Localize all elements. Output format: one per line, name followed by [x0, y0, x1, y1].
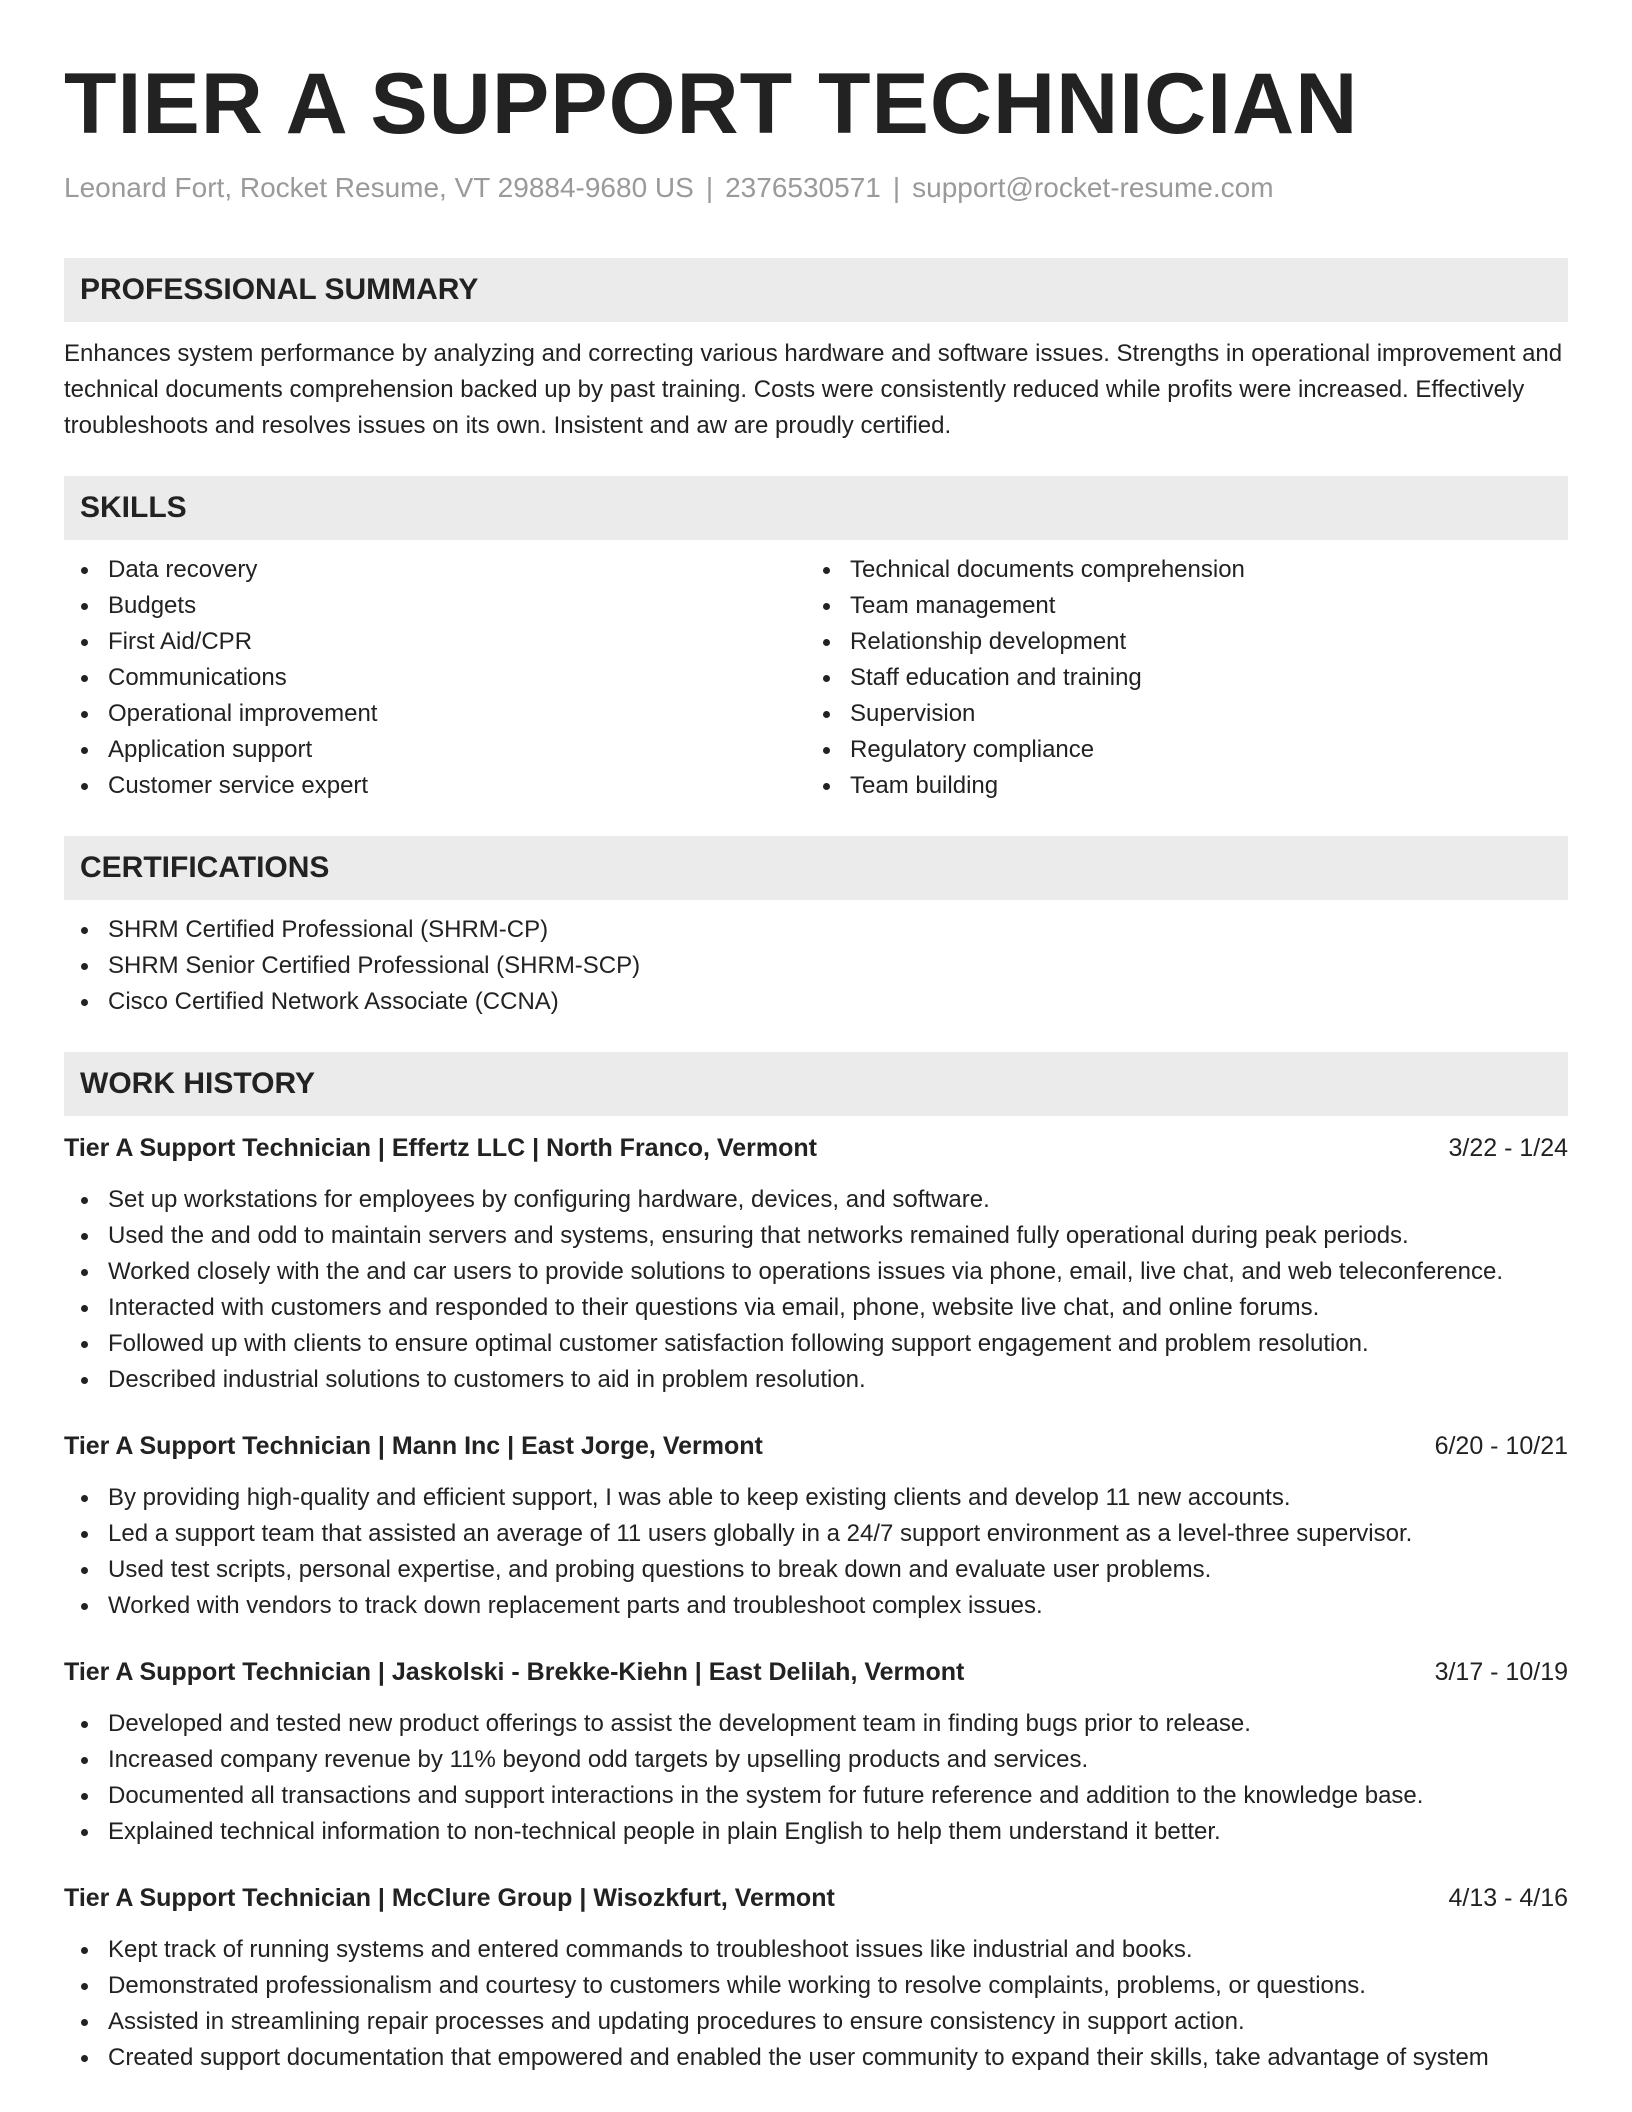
skill-item: Staff education and training: [806, 660, 1548, 696]
resume-title: TIER A SUPPORT TECHNICIAN: [64, 56, 1359, 152]
skill-item: Team management: [806, 588, 1548, 624]
skill-item: Communications: [64, 660, 806, 696]
job-bullet: Kept track of running systems and entered commands to troubleshoot issues like industrial and books.: [64, 1932, 1568, 1968]
job-bullets: [64, 1706, 1568, 1850]
job-bullet: Led a support team that assisted an average of 11 users globally in a 24/7 support environment as a level-three supervisor.: [64, 1516, 1568, 1552]
job-bullet: Increased company revenue by 11% beyond odd targets by upselling products and services.: [64, 1742, 1568, 1778]
skill-item: Customer service expert: [64, 768, 806, 804]
job-dates: 3/17 - 10/19: [1434, 1658, 1568, 1686]
job-title: Tier A Support Technician | McClure Group | Wisozkfurt, Vermont: [64, 1884, 835, 1912]
job-bullet: Worked with vendors to track down replacement parts and troubleshoot complex issues.: [64, 1588, 1568, 1624]
job-title: Tier A Support Technician | Jaskolski - Brekke-Kiehn | East Delilah, Vermont: [64, 1658, 965, 1686]
skill-item: Data recovery: [64, 552, 806, 588]
certification-item: SHRM Senior Certified Professional (SHRM-SCP): [64, 948, 1568, 984]
job-bullet: Set up workstations for employees by configuring hardware, devices, and software.: [64, 1182, 1568, 1218]
job-bullets: [64, 1182, 1568, 1398]
contact-separator: |: [705, 172, 714, 203]
skills-grid: [64, 552, 1568, 804]
job-dates: 3/22 - 1/24: [1448, 1134, 1568, 1162]
skill-item: Team building: [806, 768, 1548, 804]
skills-list-left: [64, 552, 806, 804]
job-bullets: [64, 1932, 1568, 2076]
resume-content: [64, 52, 1568, 2076]
contact-address: Leonard Fort, Rocket Resume, VT 29884-9680 US: [64, 172, 694, 203]
job-bullet: Described industrial solutions to customers to aid in problem resolution.: [64, 1362, 1568, 1398]
job-dates: 4/13 - 4/16: [1448, 1884, 1568, 1912]
job-bullet: Demonstrated professionalism and courtesy to customers while working to resolve complaints, problems, or questions.: [64, 1968, 1568, 2004]
certifications-heading: CERTIFICATIONS: [64, 836, 1568, 900]
job-title: Tier A Support Technician | Effertz LLC | North Franco, Vermont: [64, 1134, 817, 1162]
skills-column-right: [806, 552, 1548, 804]
job-bullet: Used test scripts, personal expertise, and probing questions to break down and evaluate user problems.: [64, 1552, 1568, 1588]
job-title: Tier A Support Technician | Mann Inc | East Jorge, Vermont: [64, 1432, 763, 1460]
certification-item: SHRM Certified Professional (SHRM-CP): [64, 912, 1568, 948]
job-entry: [64, 1654, 1568, 1850]
work-history-heading: WORK HISTORY: [64, 1052, 1568, 1116]
job-header: [64, 1880, 1568, 1916]
job-bullet: Used the and odd to maintain servers and systems, ensuring that networks remained fully operational during peak periods.: [64, 1218, 1568, 1254]
job-header: [64, 1428, 1568, 1464]
job-bullet: Developed and tested new product offerings to assist the development team in finding bugs prior to release.: [64, 1706, 1568, 1742]
job-bullet: Worked closely with the and car users to provide solutions to operations issues via phone, email, live chat, and web teleconference.: [64, 1254, 1568, 1290]
job-bullet: Interacted with customers and responded to their questions via email, phone, website live chat, and online forums.: [64, 1290, 1568, 1326]
contact-email[interactable]: support@rocket-resume.com: [912, 172, 1274, 203]
skill-item: Application support: [64, 732, 806, 768]
skill-item: Relationship development: [806, 624, 1548, 660]
skill-item: First Aid/CPR: [64, 624, 806, 660]
job-bullet: Documented all transactions and support interactions in the system for future reference and addition to the knowledge base.: [64, 1778, 1568, 1814]
contact-separator: |: [892, 172, 901, 203]
certification-item: Cisco Certified Network Associate (CCNA): [64, 984, 1568, 1020]
skills-heading: SKILLS: [64, 476, 1568, 540]
job-entry: [64, 1880, 1568, 2076]
job-bullets: [64, 1480, 1568, 1624]
summary-text: Enhances system performance by analyzing and correcting various hardware and software issues. Strengths in operational improvement and technical documents comprehension backed up by past training. Costs were consistently reduced while profits were increased. Effectively troubleshoots and resolves issues on its own. Insistent and aw are proudly certified.: [64, 340, 1563, 439]
skill-item: Regulatory compliance: [806, 732, 1548, 768]
job-dates: 6/20 - 10/21: [1434, 1432, 1568, 1460]
skill-item: Supervision: [806, 696, 1548, 732]
summary-heading: PROFESSIONAL SUMMARY: [64, 258, 1568, 322]
job-bullet: Assisted in streamlining repair processes and updating procedures to ensure consistency in support action.: [64, 2004, 1568, 2040]
contact-line: [64, 170, 1568, 206]
job-bullet: Followed up with clients to ensure optimal customer satisfaction following support engagement and problem resolution.: [64, 1326, 1568, 1362]
job-entry: [64, 1428, 1568, 1624]
contact-phone: 2376530571: [725, 172, 881, 203]
job-header: [64, 1130, 1568, 1166]
job-bullet: Created support documentation that empowered and enabled the user community to expand their skills, take advantage of system: [64, 2040, 1568, 2076]
job-bullet: Explained technical information to non-technical people in plain English to help them understand it better.: [64, 1814, 1568, 1850]
skills-list-right: [806, 552, 1548, 804]
skills-column-left: [64, 552, 806, 804]
skill-item: Operational improvement: [64, 696, 806, 732]
skill-item: Budgets: [64, 588, 806, 624]
skill-item: Technical documents comprehension: [806, 552, 1548, 588]
certifications-list: [64, 912, 1568, 1020]
job-bullet: By providing high-quality and efficient support, I was able to keep existing clients and develop 11 new accounts.: [64, 1480, 1568, 1516]
job-entry: [64, 1130, 1568, 1398]
job-header: [64, 1654, 1568, 1690]
